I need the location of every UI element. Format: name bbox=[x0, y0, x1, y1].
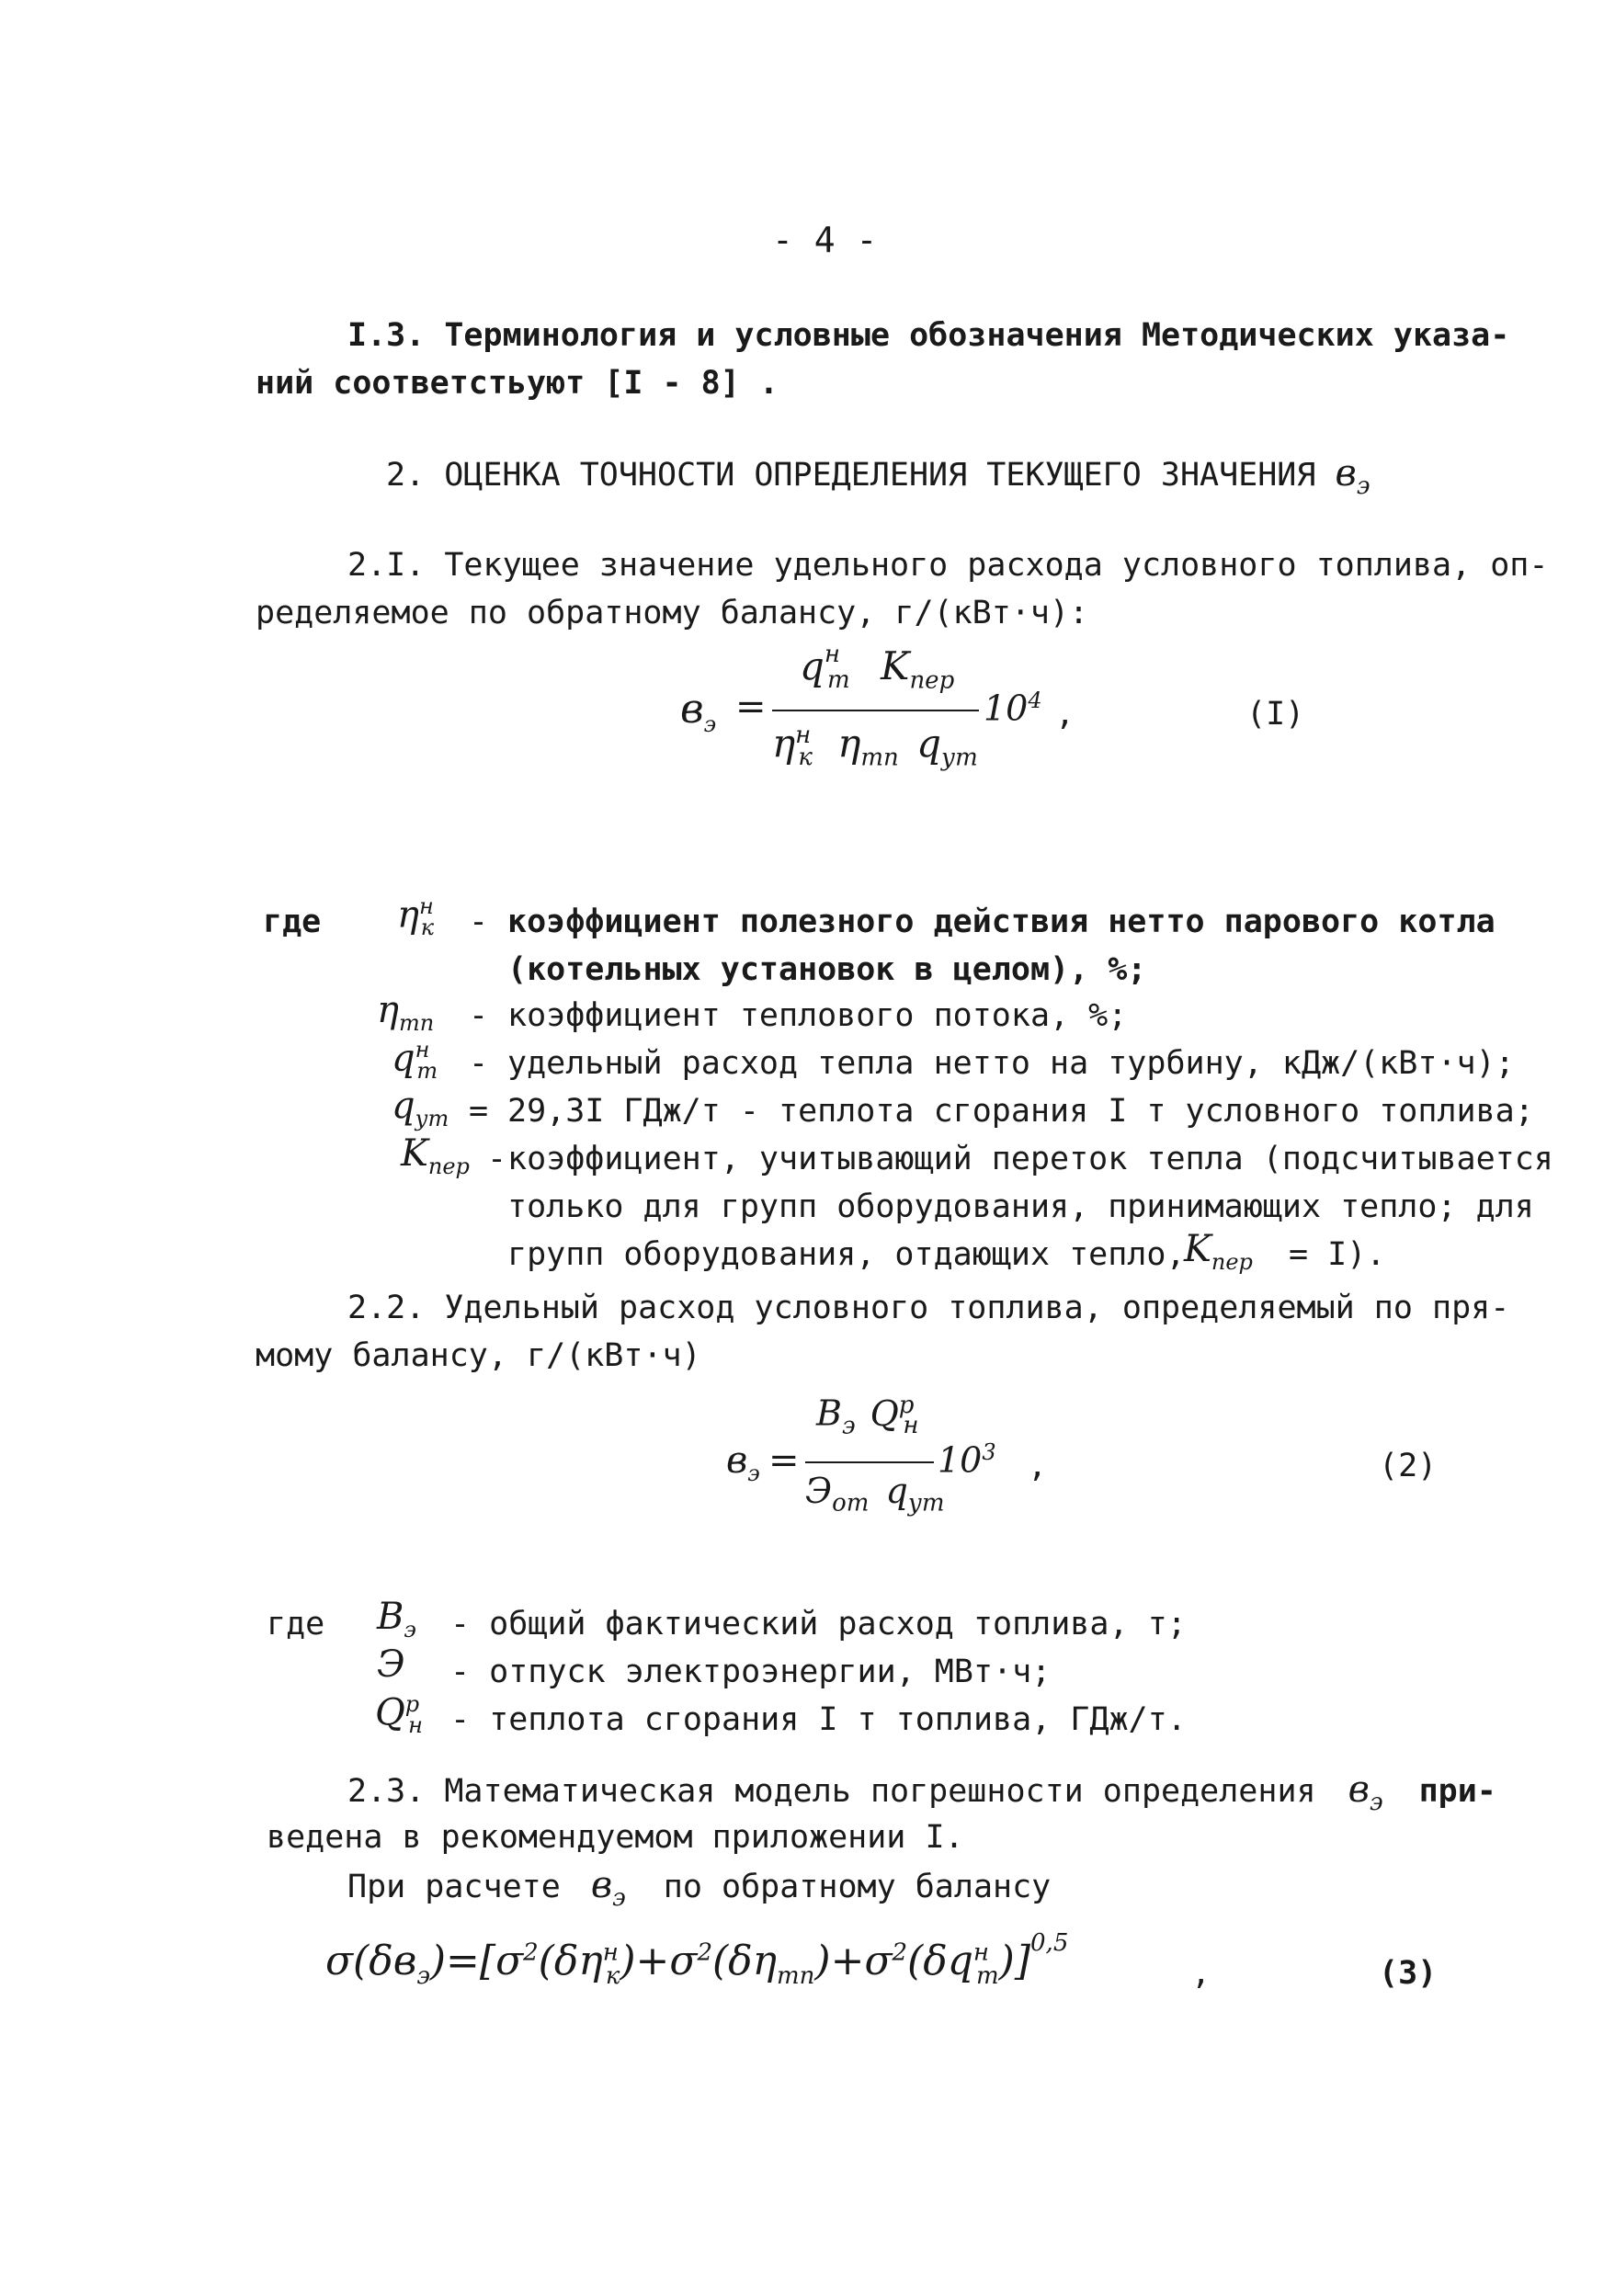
paragraph-2-3-line-2: ведена в рекомендуемом приложении I. bbox=[267, 1819, 964, 1856]
where2-item-2-text: - отпуск электроэнергии, МВт·ч; bbox=[450, 1654, 1052, 1690]
where1-item-2-dash: - bbox=[469, 997, 489, 1034]
paragraph-1-3-line-1: I.3. Терминология и условные обозначения Методических указа- bbox=[347, 317, 1510, 354]
where-2-label: где bbox=[267, 1606, 325, 1642]
where1-item-5-line-2: только для групп оборудования, принимающих тепло; для bbox=[507, 1188, 1534, 1225]
where1-item-3-line-1: удельный расход тепла нетто на турбину, кДж/(кВт·ч); bbox=[507, 1045, 1515, 1082]
paragraph-1-3-line-2: ний соответстьуют [I - 8] . bbox=[256, 365, 779, 402]
eq1-denominator: $\eta^н_к$ $\eta_{тп}$ $q_{ут}$ bbox=[772, 721, 978, 772]
where1-item-5-dash: - bbox=[487, 1141, 507, 1177]
where1-symbol-k-per: $K_{пер}$ bbox=[401, 1132, 470, 1179]
where1-item-3-dash: - bbox=[469, 1045, 489, 1082]
where1-item-5-line-3: групп оборудования, отдающих тепло, bbox=[507, 1236, 1186, 1273]
eq2-comma: , bbox=[1028, 1448, 1048, 1484]
eq1-numerator: $q^н_т$ $K_{пер}$ bbox=[800, 641, 955, 695]
section-2-heading bbox=[386, 450, 1370, 509]
where2-item-1-text: - общий фактический расход топлива, т; bbox=[450, 1606, 1187, 1642]
paragraph-2-2-line-1: 2.2. Удельный расход условного топлива, определяемый по пря- bbox=[347, 1290, 1510, 1326]
paragraph-2-1-line-2: ределяемое по обратному балансу, г/(кВт·ч): bbox=[256, 595, 1089, 631]
where1-item-4-dash: = bbox=[469, 1093, 489, 1130]
eq1-fraction-bar bbox=[772, 710, 979, 711]
eq1-comma: , bbox=[1055, 696, 1075, 733]
eq2-lhs: $в_э$ bbox=[726, 1439, 760, 1486]
where1-item-4-line-1: 29,3I ГДж/т - теплота сгорания I т условного топлива; bbox=[507, 1093, 1534, 1130]
paragraph-2-1-line-1: 2.I. Текущее значение удельного расхода условного топлива, оп- bbox=[347, 547, 1549, 584]
where2-symbol-e: Э bbox=[377, 1643, 405, 1686]
where1-item-1-line-1: коэффициент полезного действия нетто парового котла bbox=[507, 904, 1496, 940]
where-1-label: где bbox=[263, 904, 322, 940]
where1-symbol-eta-k: $\eta^н_к$ bbox=[397, 893, 435, 941]
eq1-lhs: $в_э$ bbox=[680, 686, 717, 737]
eq2-denominator: $Э_{от}$ $q_{ут}$ bbox=[805, 1471, 945, 1517]
eq2-factor: $10^3$ bbox=[938, 1439, 996, 1481]
where2-symbol-b: $B_э$ bbox=[377, 1596, 416, 1642]
where1-tail-symbol: $K_{пер}$ bbox=[1184, 1228, 1253, 1275]
paragraph-2-3-line-3: При расчете $в_э$ по обратному балансу bbox=[347, 1864, 1052, 1912]
where2-item-3-text: - теплота сгорания I т топлива, ГДж/т. bbox=[450, 1701, 1187, 1738]
paragraph-2-2-line-2: мому балансу, г/(кВт·ч) bbox=[256, 1337, 701, 1374]
paragraph-2-3-line-1: 2.3. Математическая модель погрешности определения $в_э$ при- bbox=[347, 1768, 1496, 1816]
where1-symbol-eta-tp: $\eta_{тп}$ bbox=[377, 989, 435, 1036]
eq2-fraction-bar bbox=[805, 1461, 934, 1463]
heading-symbol: $в_э$ bbox=[1335, 452, 1370, 500]
eq2-numerator: $B_э$ $Q^р_н$ bbox=[816, 1392, 919, 1440]
eq2-number: (2) bbox=[1379, 1448, 1438, 1484]
where1-symbol-q-ut: $q_{ут}$ bbox=[392, 1085, 449, 1131]
eq1-fraction bbox=[772, 643, 979, 781]
where1-item-2-line-1: коэффициент теплового потока, %; bbox=[507, 997, 1128, 1034]
eq1-number: (I) bbox=[1246, 696, 1305, 733]
eq2-fraction bbox=[805, 1392, 945, 1529]
where1-tail-text: = I). bbox=[1289, 1236, 1386, 1273]
where2-symbol-q: $Q^р_н$ bbox=[375, 1691, 423, 1739]
eq2-equals: = bbox=[768, 1439, 800, 1482]
where1-symbol-q-t: $q^н_т$ bbox=[392, 1037, 438, 1085]
eq3-number: (3) bbox=[1379, 1955, 1438, 1992]
where1-item-1-line-2: (котельных установок в целом), %; bbox=[507, 951, 1147, 988]
paragraph-2-3-symbol: $в_э$ bbox=[1348, 1768, 1383, 1816]
page-number: - 4 - bbox=[772, 220, 878, 260]
where1-item-5-line-1: коэффициент, учитывающий переток тепла (подсчитывается bbox=[507, 1141, 1553, 1177]
eq1-equals: = bbox=[735, 686, 767, 728]
paragraph-2-3-line-3-symbol: $в_э$ bbox=[590, 1864, 626, 1912]
eq3-comma: , bbox=[1191, 1955, 1211, 1992]
eq1-factor: $10^4$ bbox=[984, 688, 1042, 729]
where1-item-1-dash: - bbox=[469, 904, 489, 940]
equation-3: $\sigma(\delta в_э)=[\sigma^2(\delta\eta^н_к)+\sigma^2(\delta\eta_{тп})+\sigma^2(\delta q^н_т)]^{0,5}$ bbox=[325, 1929, 1069, 1990]
section-2-heading-text: 2. ОЦЕНКА ТОЧНОСТИ ОПРЕДЕЛЕНИЯ ТЕКУЩЕГО ЗНАЧЕНИЯ bbox=[386, 457, 1316, 494]
